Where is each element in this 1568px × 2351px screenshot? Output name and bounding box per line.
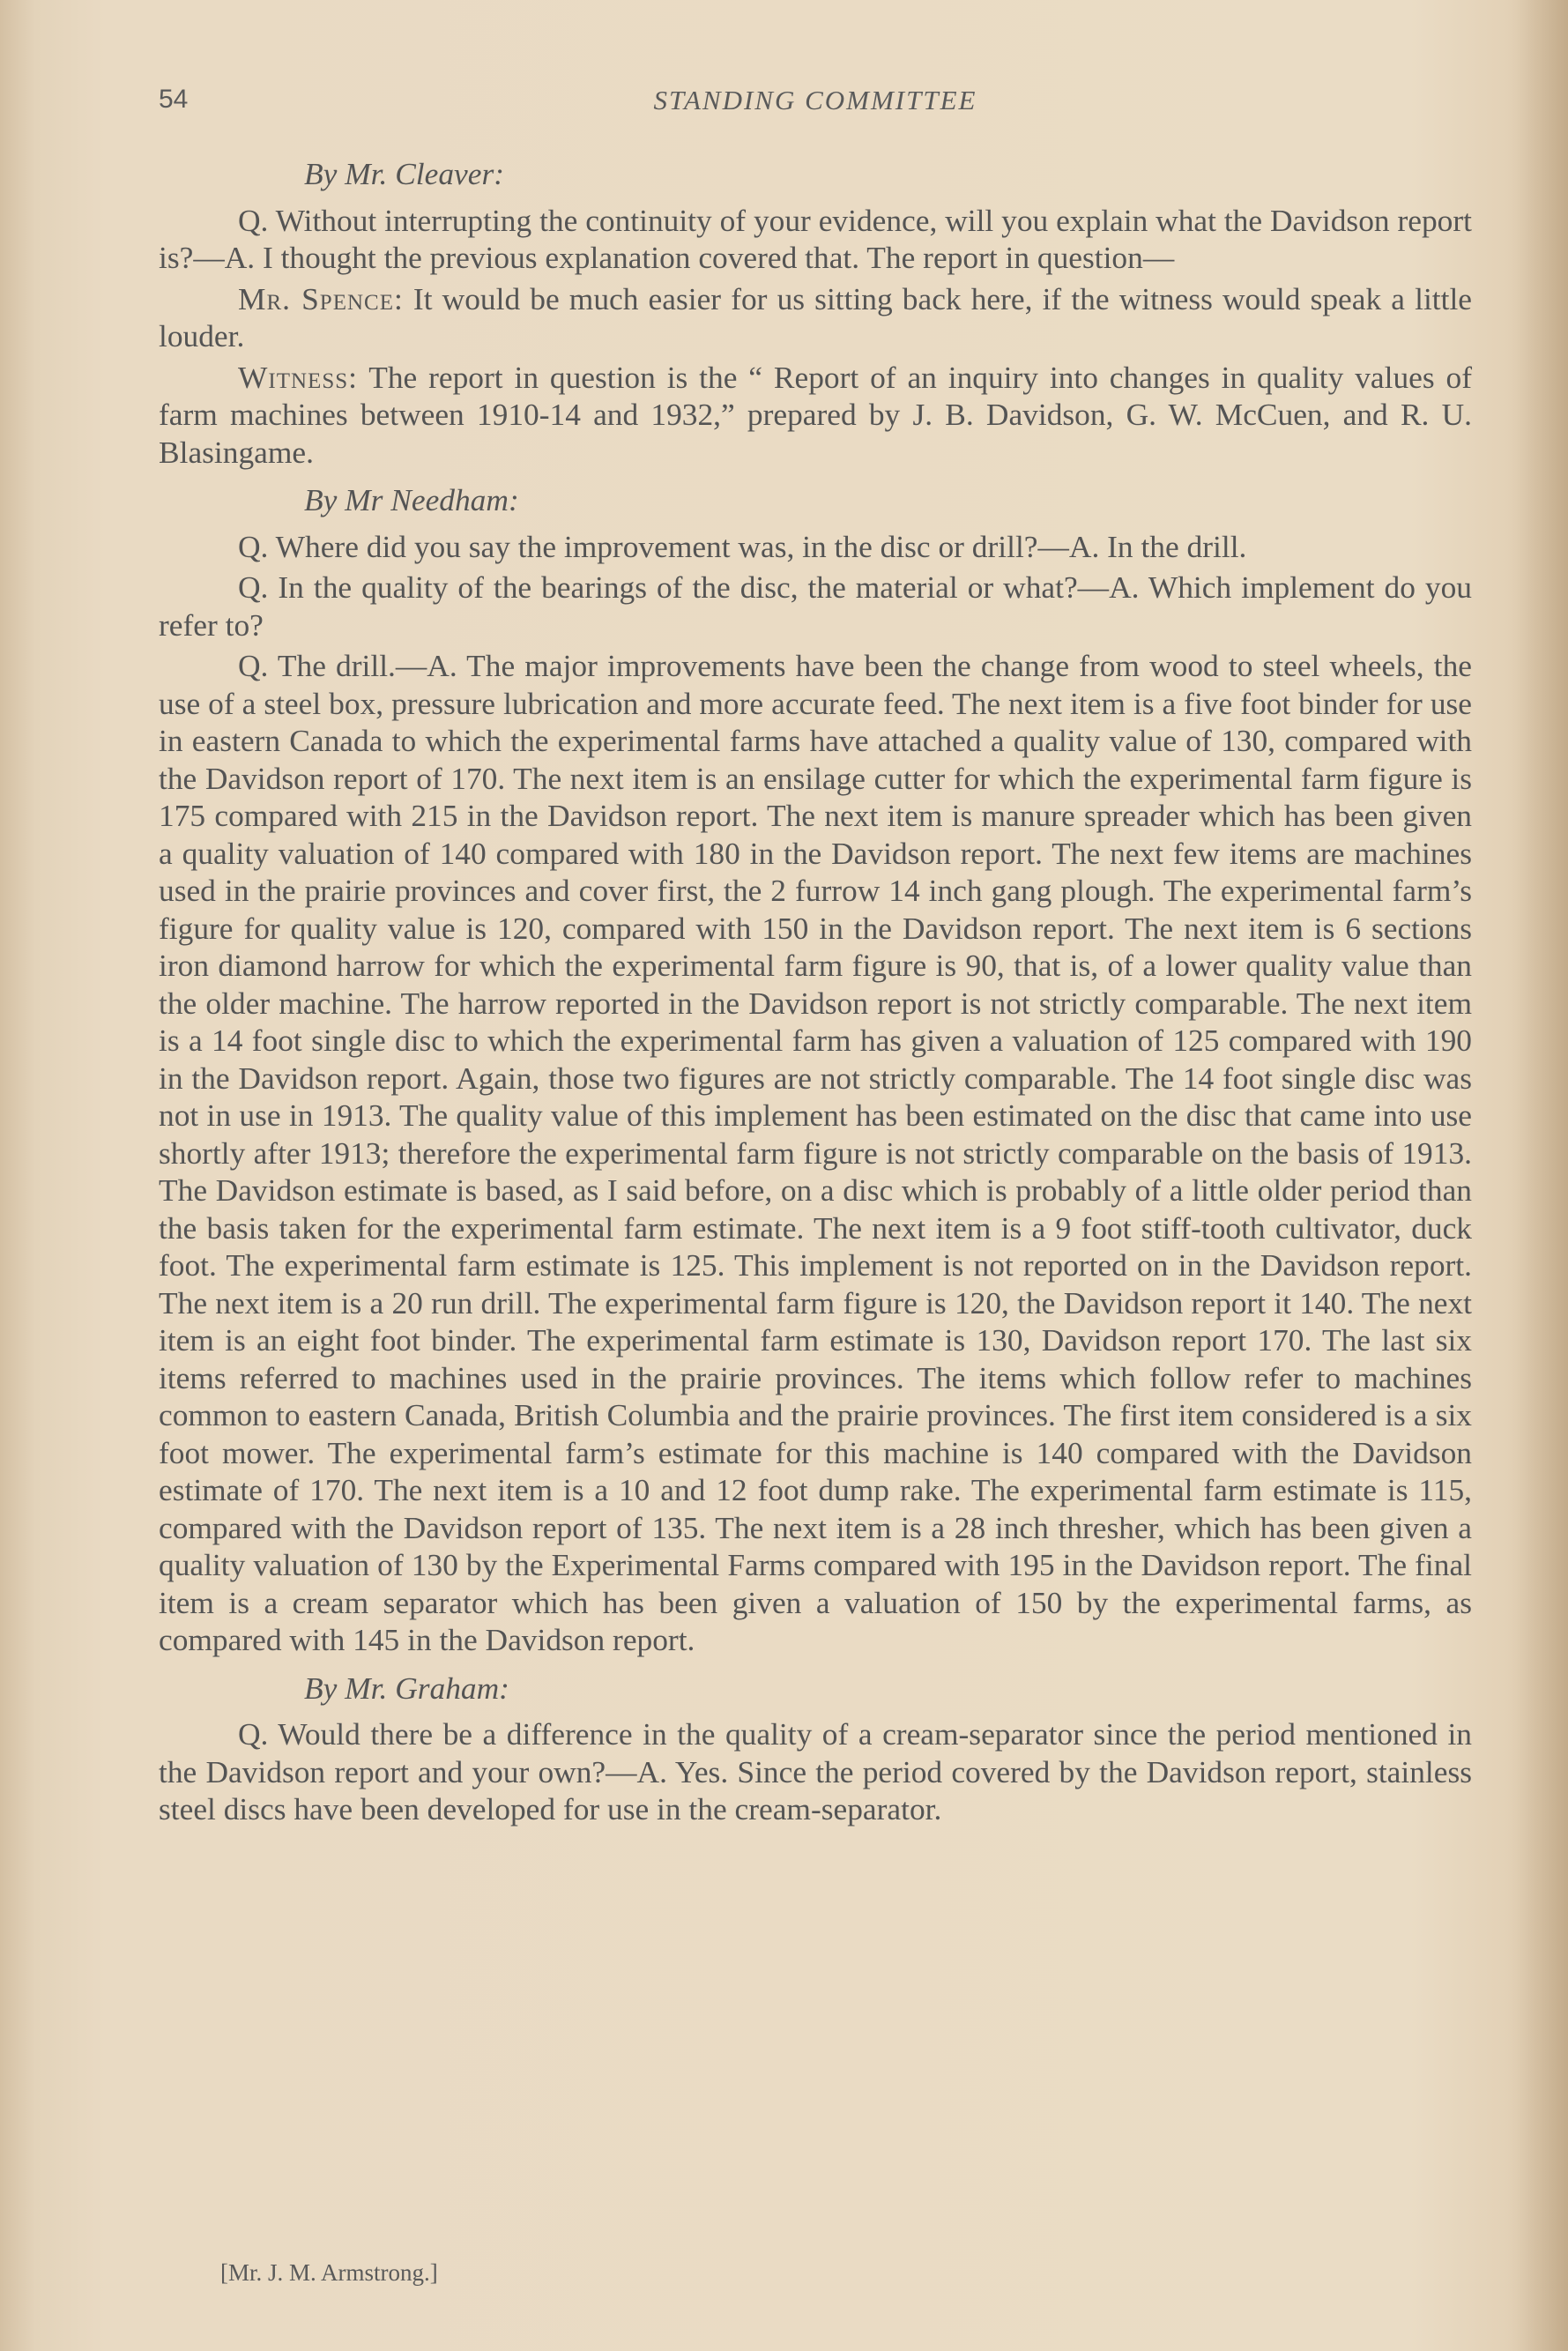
paragraph-drill-answer: Q. The drill.—A. The major improvements have been the change from wood to steel wheels, the use of a steel box, pressure lubrication and more accurate feed. The next item is a five foot binder for use in eastern Canada to which the experimental farms have attached a quality value of 130, compared with the Davidson report of 170. The next item is an ensilage cutter for which the experimental farm figure is 175 compared with 215 in the Davidson report. The next item is manure spreader which has been given a quality valuation of 140 compared with 180 in the Davidson report. The next few items are machines used in the prairie provinces and cover first, the 2 furrow 14 inch gang plough. The experimental farm’s figure for quality value is 120, compared with 150 in the Davidson report. The next item is 6 sections iron diamond harrow for which the experimental farm figure is 90, that is, of a lower quality value than the older machine. The harrow reported in the Davidson report is not strictly comparable. The next item is a 14 foot single disc to which the experimental farm has given a valuation of 125 compared with 190 in the Davidson report. Again, those two figures are not strictly comparable. The 14 foot single disc was not in use in 1913. The quality value of this implement has been estimated on the disc that came into use shortly after 1913; therefore the experimental farm figure is not strictly comparable on the basis of 1913. The Davidson estimate is based, as I said before, on a disc which is probably of a little older period than the basis taken for the experimental farm estimate. The next item is a 9 foot stiff-tooth cultivator, duck foot. The experimental farm estimate is 125. This implement is not reported on in the Davidson report. The next item is a 20 run drill. The experimental farm figure is 120, the Davidson report it 140. The next item is an eight foot binder. The experimental farm estimate is 130, Davidson report 170. The last six items referred to machines used in the prairie provinces. The items which follow refer to machines common to eastern Canada, British Columbia and the prairie provinces. The first item considered is a six foot mower. The experimental farm’s estimate for this machine is 140 compared with the Davidson estimate of 170. The next item is a 10 and 12 foot dump rake. The experimental farm estimate is 115, compared with the Davidson report of 135. The next item is a 28 inch thresher, which has been given a quality valuation of 130 by the Experimental Farms compared with 195 in the Davidson report. The final item is a cream separator which has been given a valuation of 150 by the experimental farms, as compared with 145 in the Davidson report. [159, 648, 1472, 1657]
witness-statement-text: The report in question is the “ Report of an inquiry into changes in quality values of farm machines between 1910-14 and 1932,” prepared by J. B. Davidson, G. W. McCuen, and R. U. Blasingame. [159, 359, 1472, 470]
speaker-name-witness: Witness: [238, 359, 358, 395]
paragraph-question-cream-separator: Q. Would there be a difference in the quality of a cream-separator since the period mentioned in the Davidson report and your own?—A. Yes. Since the period covered by the Davidson report, stainless steel discs have been developed for use in the cream-separator. [159, 1716, 1472, 1826]
examiner-heading-graham: By Mr. Graham: [304, 1670, 509, 1706]
page-body [159, 155, 1472, 1828]
paragraph-question-davidson-report: Q. Without interrupting the continuity of your evidence, will you explain what the Davidson report is?—A. I thought the previous explanation covered that. The report in question— [159, 202, 1472, 275]
examiner-heading-needham: By Mr Needham: [304, 482, 519, 517]
page-number: 54 [159, 85, 189, 114]
spence-remark-text: It would be much easier for us sitting back here, if the witness would speak a little louder. [159, 280, 1472, 353]
paragraph-question-bearings: Q. In the quality of the bearings of the disc, the material or what?—A. Which implement do you refer to? [159, 569, 1472, 643]
paragraph-spence-remark [159, 280, 1472, 355]
footer-speaker-note: [Mr. J. M. Armstrong.] [220, 2259, 438, 2286]
examiner-heading-cleaver: By Mr. Cleaver: [304, 156, 505, 191]
speaker-name-spence: Mr. Spence: [238, 280, 404, 316]
running-title: STANDING COMMITTEE [653, 85, 977, 115]
paragraph-witness-statement [159, 359, 1472, 472]
page-edge-shadow [1506, 0, 1568, 2351]
page-header [159, 85, 1472, 129]
paragraph-question-improvement: Q. Where did you say the improvement was, in the disc or drill?—A. In the drill. [238, 528, 1247, 564]
